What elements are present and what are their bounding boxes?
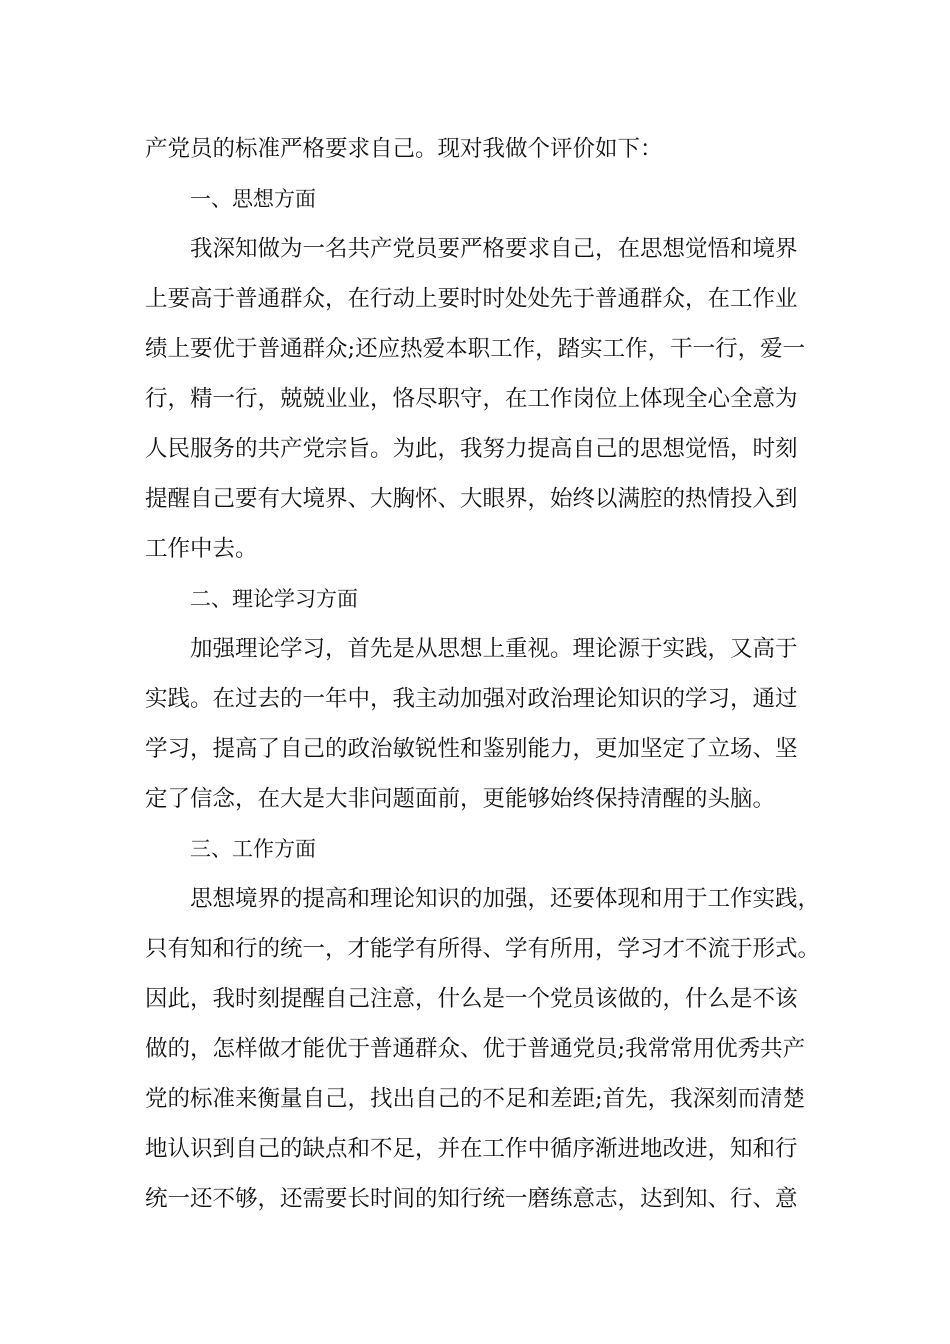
paragraph-line: 党的标准来衡量自己，找出自己的不足和差距;首先，我深刻而清楚 [145,1086,806,1112]
section-heading-thought: 一、思想方面 [190,187,316,211]
paragraph-line: 提醒自己要有大境界、大胸怀、大眼界，始终以满腔的热情投入到 [145,486,798,512]
paragraph-line: 因此，我时刻提醒自己注意，什么是一个党员该做的，什么是不该 [145,986,798,1012]
paragraph-line: 统一还不够，还需要长时间的知行统一磨练意志，达到知、行、意 [145,1186,798,1212]
paragraph-line: 人民服务的共产党宗旨。为此，我努力提高自己的思想觉悟，时刻 [145,436,798,462]
paragraph-line: 加强理论学习，首先是从思想上重视。理论源于实践，又高于 [190,636,798,662]
paragraph-line: 地认识到自己的缺点和不足，并在工作中循序渐进地改进，知和行 [145,1136,798,1162]
paragraph-line: 做的，怎样做才能优于普通群众、优于普通党员;我常常用优秀共产 [145,1036,806,1062]
paragraph-line: 学习，提高了自己的政治敏锐性和鉴别能力，更加坚定了立场、坚 [145,736,798,762]
paragraph-continuation: 产党员的标准严格要求自己。现对我做个评价如下： [145,136,663,162]
paragraph-line: 思想境界的提高和理论知识的加强，还要体现和用于工作实践， [190,886,821,912]
paragraph-line: 工作中去。 [145,536,258,562]
paragraph-line: 实践。在过去的一年中，我主动加强对政治理论知识的学习，通过 [145,686,798,712]
paragraph-line: 上要高于普通群众，在行动上要时时处处先于普通群众，在工作业 [145,286,798,312]
paragraph-line: 只有知和行的统一，才能学有所得、学有所用，学习才不流于形式。 [145,936,821,962]
document-body [145,124,821,1224]
paragraph-line: 定了信念，在大是大非问题面前，更能够始终保持清醒的头脑。 [145,786,776,812]
paragraph-line: 我深知做为一名共产党员要严格要求自己，在思想觉悟和境界 [190,236,798,262]
paragraph-line: 行，精一行，兢兢业业，恪尽职守，在工作岗位上体现全心全意为 [145,386,798,412]
section-heading-work: 三、工作方面 [190,837,316,861]
paragraph-line: 绩上要优于普通群众;还应热爱本职工作，踏实工作，干一行，爱一 [145,336,806,362]
section-heading-theory: 二、理论学习方面 [190,587,358,611]
